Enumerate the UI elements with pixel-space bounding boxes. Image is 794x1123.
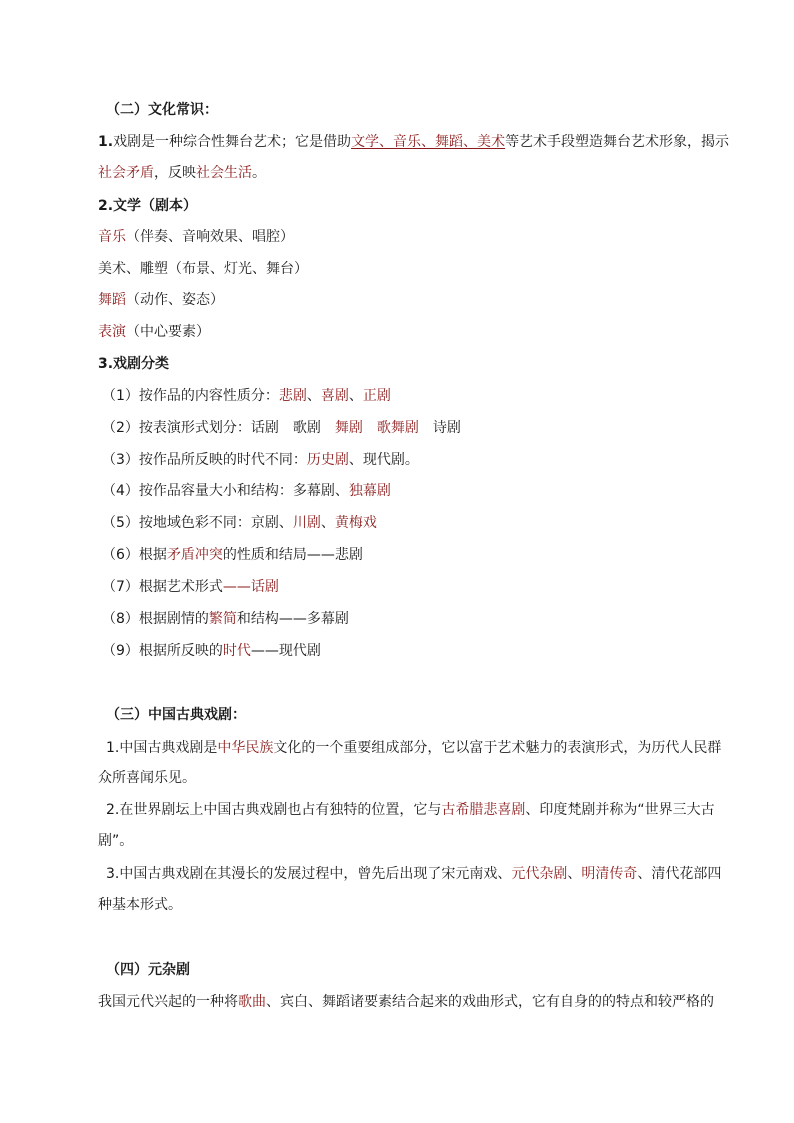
classification-item: （7）根据艺术形式——话剧 xyxy=(102,579,279,595)
art-item: 音乐（伴奏、音响效果、唱腔） xyxy=(98,229,294,245)
art-item: 舞蹈（动作、姿态） xyxy=(98,292,224,308)
paragraph-classical-2-cont: 剧”。 xyxy=(98,833,134,849)
classification-item: （1）按作品的内容性质分：悲剧、喜剧、正剧 xyxy=(102,388,391,404)
paragraph-classical-1: 1.中国古典戏剧是中华民族文化的一个重要组成部分，它以富于艺术魅力的表演形式，为历代人民群 xyxy=(106,740,722,756)
paragraph-drama-definition-cont: 社会矛盾，反映社会生活。 xyxy=(98,165,266,181)
art-item: 美术、雕塑（布景、灯光、舞台） xyxy=(98,261,308,277)
classification-item: （4）按作品容量大小和结构：多幕剧、独幕剧 xyxy=(102,483,391,499)
art-item: 表演（中心要素） xyxy=(98,324,210,340)
paragraph-drama-definition: 1.戏剧是一种综合性舞台艺术；它是借助文学、音乐、舞蹈、美术等艺术手段塑造舞台艺术形象，揭示 xyxy=(98,134,730,150)
subheading-literature: 2.文学（剧本） xyxy=(98,198,198,214)
section-heading-yuan-zaju: （四）元杂剧 xyxy=(106,962,190,978)
classification-item: （5）按地域色彩不同：京剧、川剧、黄梅戏 xyxy=(102,515,377,531)
classification-item: （2）按表演形式划分：话剧 歌剧 舞剧 歌舞剧 诗剧 xyxy=(102,420,461,436)
paragraph-classical-2: 2.在世界剧坛上中国古典戏剧也占有独特的位置，它与古希腊悲喜剧、印度梵剧并称为“世界三大古 xyxy=(106,802,715,818)
paragraph-yuan-zaju: 我国元代兴起的一种将歌曲、宾白、舞蹈诸要素结合起来的戏曲形式，它有自身的的特点和较严格的 xyxy=(98,994,714,1010)
section-heading-culture: （二）文化常识： xyxy=(106,102,218,118)
classification-item: （6）根据矛盾冲突的性质和结局——悲剧 xyxy=(102,547,363,563)
section-heading-classical-drama: （三）中国古典戏剧： xyxy=(106,707,246,723)
paragraph-classical-3: 3.中国古典戏剧在其漫长的发展过程中，曾先后出现了宋元南戏、元代杂剧、明清传奇、清代花部四 xyxy=(106,866,722,882)
paragraph-classical-1-cont: 众所喜闻乐见。 xyxy=(98,770,196,786)
subheading-classification: 3.戏剧分类 xyxy=(98,356,170,372)
classification-item: （3）按作品所反映的时代不同：历史剧、现代剧。 xyxy=(102,452,419,468)
classification-item: （8）根据剧情的繁简和结构——多幕剧 xyxy=(102,611,349,627)
paragraph-classical-3-cont: 种基本形式。 xyxy=(98,897,182,913)
classification-item: （9）根据所反映的时代——现代剧 xyxy=(102,643,321,659)
